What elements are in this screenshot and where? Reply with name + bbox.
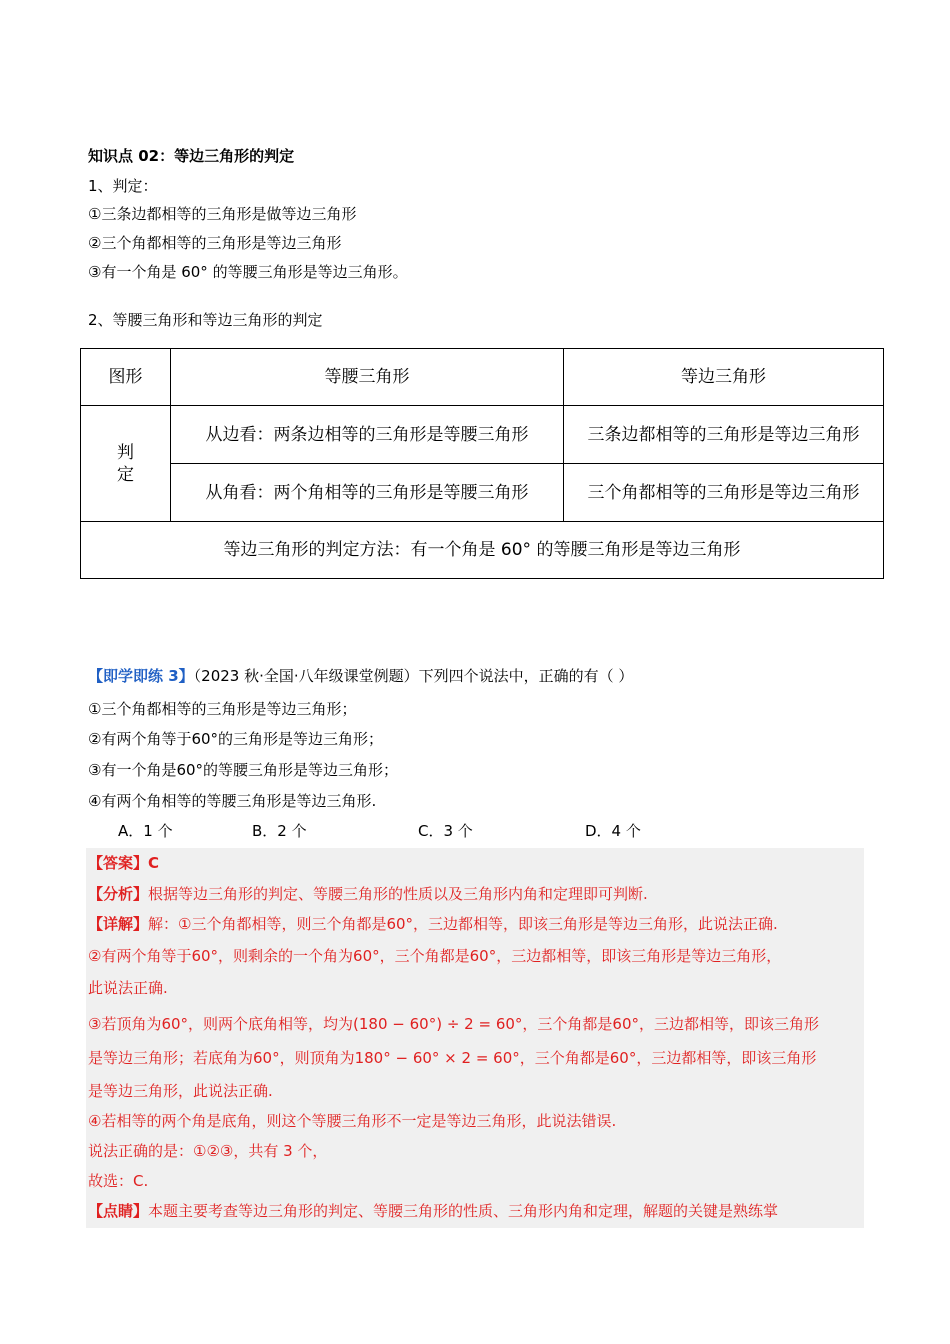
statement-3: ③有一个角是60°的等腰三角形是等边三角形； (88, 761, 399, 779)
detail-tag: 【详解】 (88, 915, 149, 933)
detail-line-3: 此说法正确. (88, 979, 168, 997)
point-text: 本题主要考查等边三角形的判定、等腰三角形的性质、三角形内角和定理，解题的关键是熟练掌 (148, 1202, 779, 1220)
option-b[interactable]: B．2 个 (252, 822, 307, 840)
detail-line-6: 是等边三角形，此说法正确. (88, 1082, 273, 1100)
point-tag: 【点睛】 (88, 1202, 149, 1220)
statement-2: ②有两个角等于60°的三角形是等边三角形； (88, 730, 384, 748)
detail-line-9: 故选：C. (88, 1172, 149, 1190)
detail-line-8: 说法正确的是：①②③，共有 3 个， (88, 1142, 328, 1160)
detail-text-1: 解：①三个角都相等，则三个角都是60°，三边都相等，即该三角形是等边三角形，此说法正确. (148, 915, 778, 933)
answer-line (88, 852, 159, 873)
option-a[interactable]: A．1 个 (118, 822, 173, 840)
cell-eq-sides: 三条边都相等的三角形是等边三角形 (564, 406, 884, 464)
subheading-2: 2、等腰三角形和等边三角形的判定 (88, 311, 323, 329)
header-equilateral: 等边三角形 (564, 349, 884, 406)
answer-tag: 【答案】 (88, 854, 149, 872)
exercise-source: （2023 秋·全国·八年级课堂例题）下列四个说法中，正确的有（ ） (193, 667, 634, 685)
subheading-1: 1、判定： (88, 177, 158, 195)
point-line (88, 1200, 778, 1221)
header-isosceles: 等腰三角形 (171, 349, 564, 406)
option-d[interactable]: D．4 个 (585, 822, 641, 840)
criteria-table (80, 348, 884, 579)
statement-1: ①三个角都相等的三角形是等边三角形； (88, 700, 357, 718)
cell-iso-sides: 从边看：两条边相等的三角形是等腰三角形 (171, 406, 564, 464)
detail-line-2: ②有两个角等于60°，则剩余的一个角为60°，三个角都是60°，三边都相等，即该三角形是等边三角形， (88, 947, 782, 965)
exercise-header (88, 665, 633, 686)
analysis-text: 根据等边三角形的判定、等腰三角形的性质以及三角形内角和定理即可判断. (148, 885, 648, 903)
exercise-tag: 【即学即练 3】 (88, 667, 194, 685)
detail-line-1 (88, 913, 778, 934)
answer-value: C (148, 854, 160, 872)
table-footer: 等边三角形的判定方法：有一个角是 60° 的等腰三角形是等边三角形 (81, 522, 884, 579)
option-c[interactable]: C．3 个 (418, 822, 473, 840)
analysis-line (88, 883, 648, 904)
detail-line-5: 是等边三角形；若底角为60°，则顶角为180° − 60° × 2 = 60°，三个角都是60°，三边都相等，即该三角形 (88, 1049, 817, 1067)
header-figure: 图形 (81, 349, 171, 406)
detail-line-4: ③若顶角为60°，则两个底角相等，均为(180 − 60°) ÷ 2 = 60°，三个角都是60°，三边都相等，即该三角形 (88, 1015, 819, 1033)
statement-4: ④有两个角相等的等腰三角形是等边三角形. (88, 792, 377, 810)
criterion-3: ③有一个角是 60° 的等腰三角形是等边三角形。 (88, 263, 408, 281)
cell-iso-angles: 从角看：两个角相等的三角形是等腰三角形 (171, 464, 564, 522)
criterion-2: ②三个角都相等的三角形是等边三角形 (88, 234, 342, 252)
section-title: 知识点 02：等边三角形的判定 (88, 147, 295, 165)
cell-eq-angles: 三个角都相等的三角形是等边三角形 (564, 464, 884, 522)
criterion-1: ①三条边都相等的三角形是做等边三角形 (88, 205, 357, 223)
detail-line-7: ④若相等的两个角是底角，则这个等腰三角形不一定是等边三角形，此说法错误. (88, 1112, 617, 1130)
solution-panel (86, 848, 864, 1228)
row-label-criteria: 判定 (81, 406, 171, 522)
analysis-tag: 【分析】 (88, 885, 149, 903)
